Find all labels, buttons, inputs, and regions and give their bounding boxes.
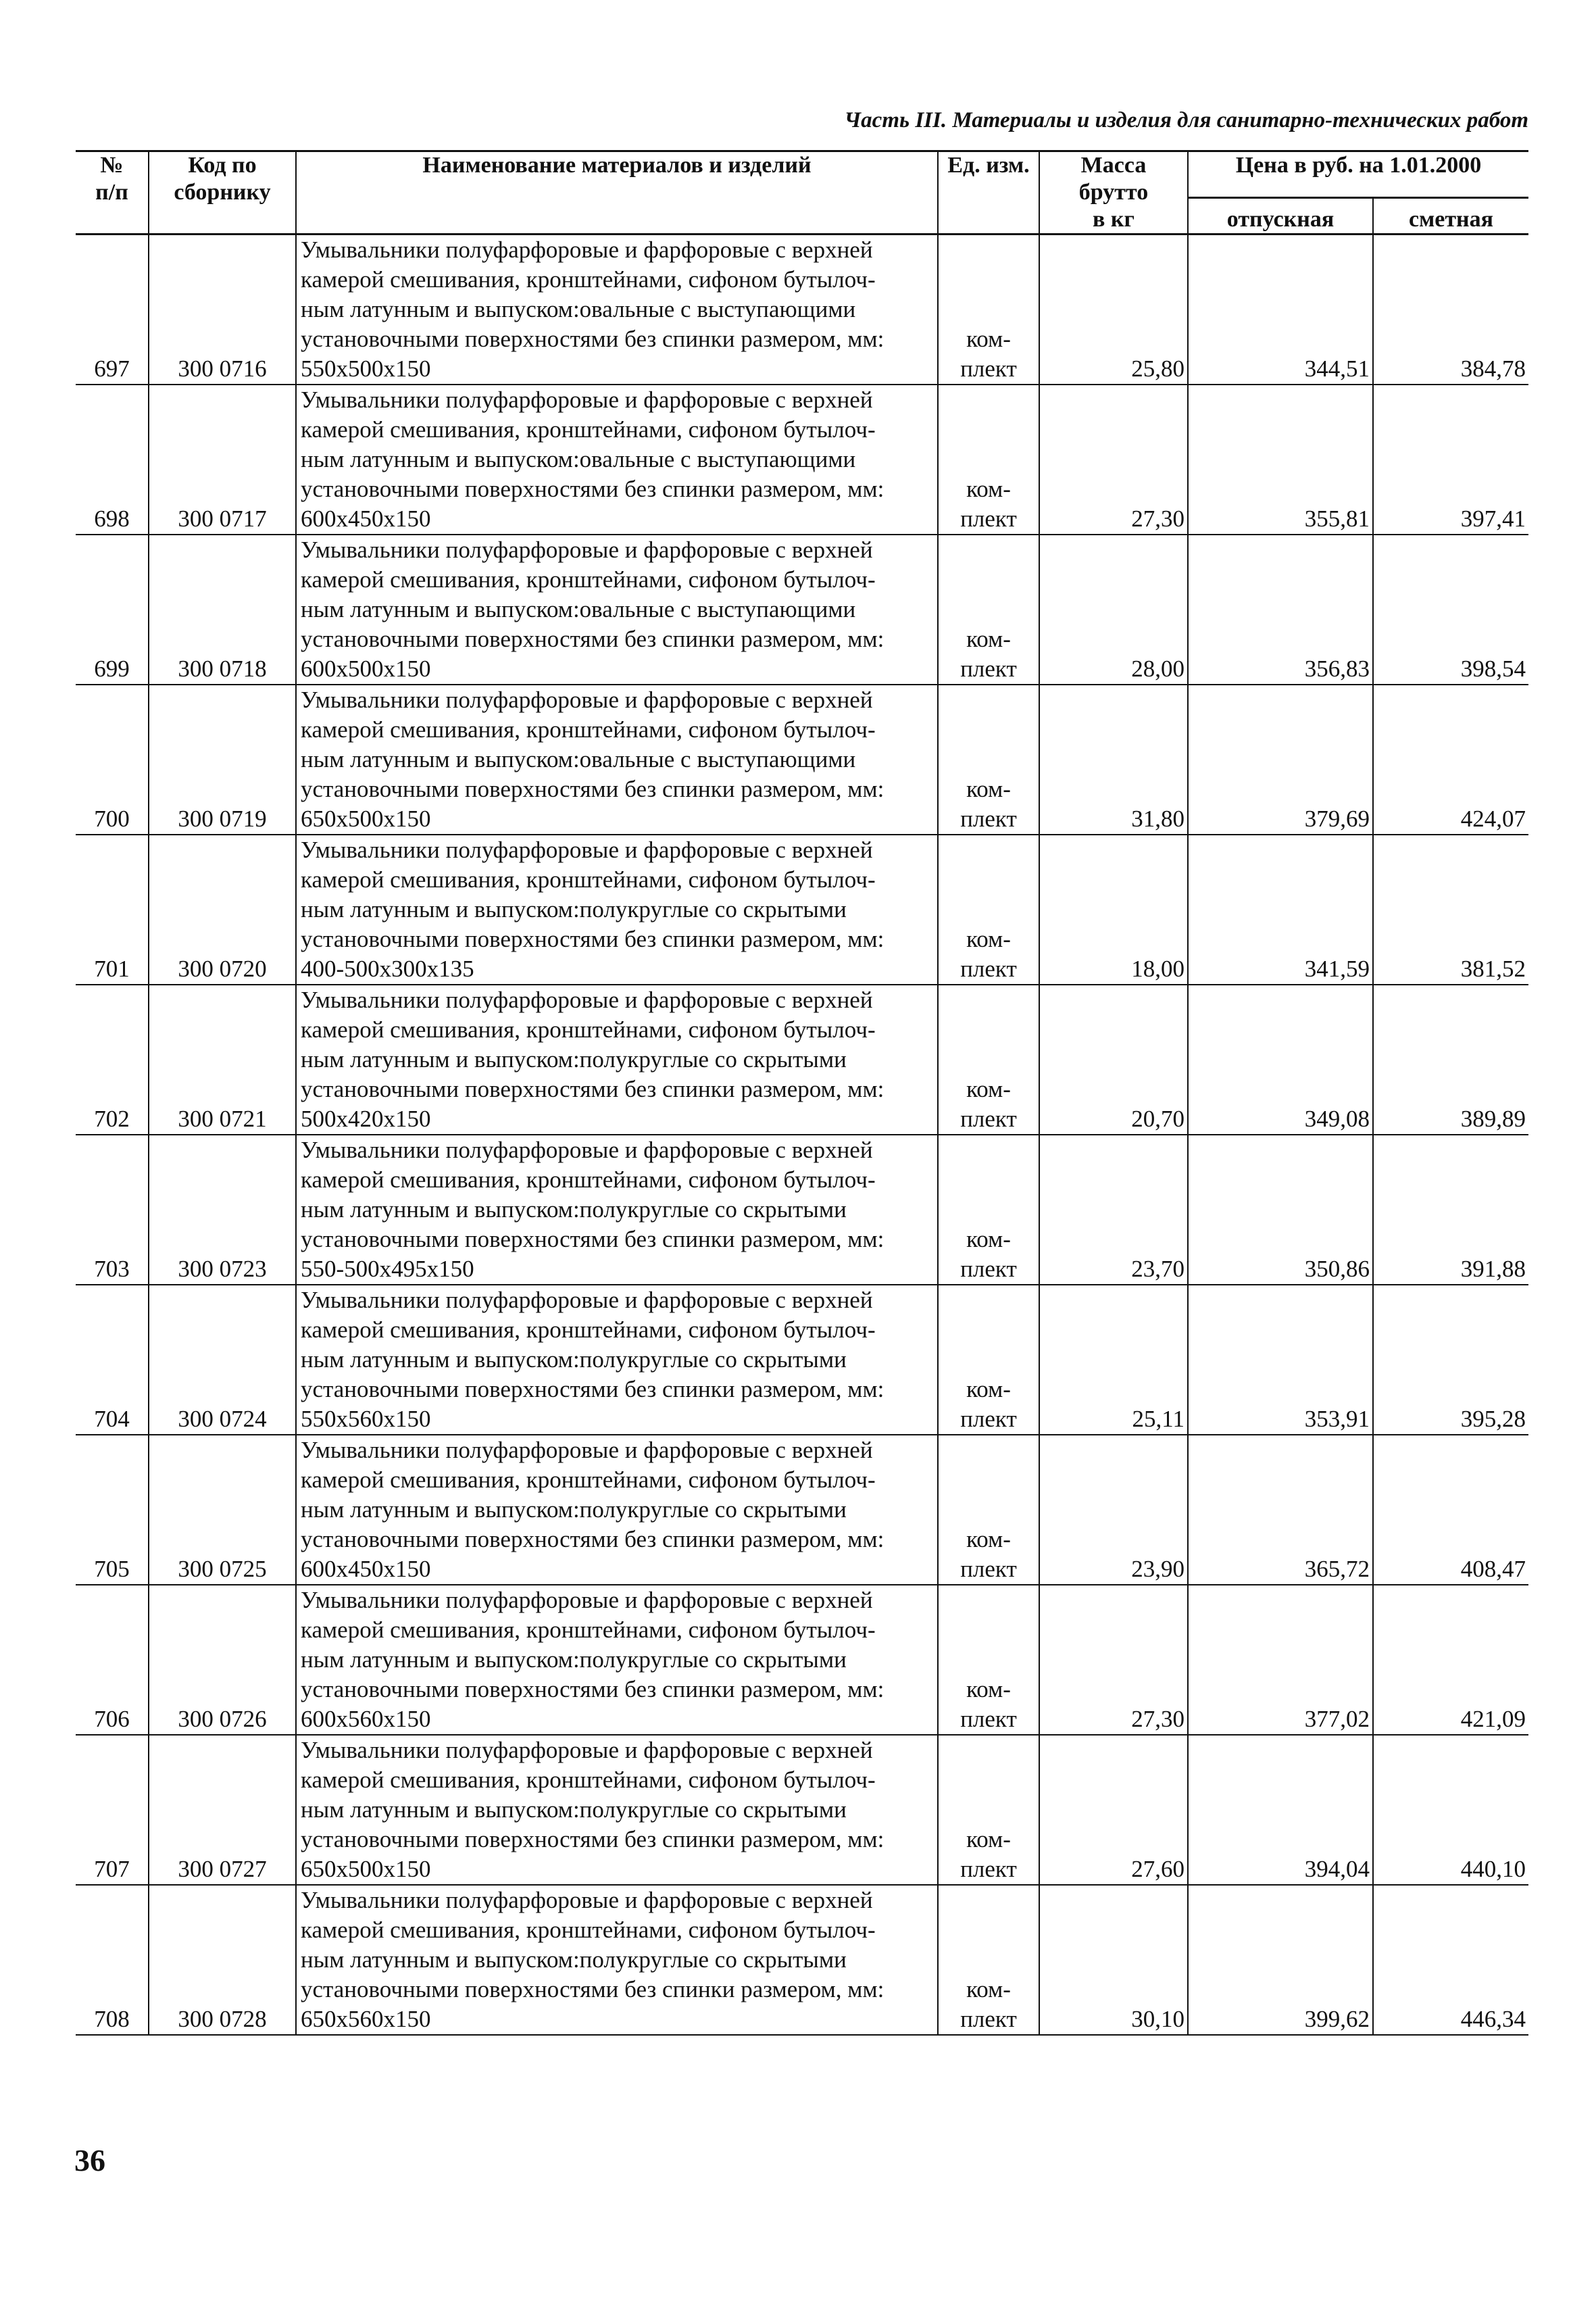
- row-unit: [938, 235, 1039, 385]
- row-price-release: 377,02: [1188, 1585, 1373, 1735]
- table-row: [76, 1885, 1528, 2035]
- row-unit-line: плект: [960, 1256, 1017, 1282]
- row-name-line: Умывальники полуфарфоровые и фарфоровые с верхней: [301, 1137, 873, 1163]
- row-unit-line: ком-: [966, 1976, 1011, 2002]
- row-unit-line: ком-: [966, 626, 1011, 652]
- table-row: [76, 1285, 1528, 1435]
- row-name: [296, 1285, 938, 1435]
- row-name-line: 550-500x495x150: [301, 1256, 474, 1282]
- row-unit-line: ком-: [966, 1076, 1011, 1102]
- row-name-line: Умывальники полуфарфоровые и фарфоровые с верхней: [301, 1287, 873, 1313]
- row-price-estimate: 424,07: [1373, 685, 1528, 835]
- row-unit-line: плект: [960, 806, 1017, 832]
- table-row: [76, 985, 1528, 1135]
- table-row: [76, 685, 1528, 835]
- row-name-line: 400-500x300x135: [301, 956, 474, 982]
- row-price-estimate: 395,28: [1373, 1285, 1528, 1435]
- row-name-line: Умывальники полуфарфоровые и фарфоровые с верхней: [301, 1437, 873, 1463]
- row-name-line: 550x560x150: [301, 1406, 431, 1432]
- row-price-release: 344,51: [1188, 235, 1373, 385]
- row-unit: [938, 685, 1039, 835]
- row-mass: 30,10: [1039, 1885, 1188, 2035]
- row-mass: 20,70: [1039, 985, 1188, 1135]
- row-mass: 18,00: [1039, 835, 1188, 985]
- row-mass: 25,80: [1039, 235, 1188, 385]
- row-price-estimate: 446,34: [1373, 1885, 1528, 2035]
- row-price-release: 341,59: [1188, 835, 1373, 985]
- header-mass: [1039, 151, 1188, 235]
- row-name-line: Умывальники полуфарфоровые и фарфоровые с верхней: [301, 1887, 873, 1913]
- running-head: Часть III. Материалы и изделия для санитарно-технических работ: [844, 108, 1528, 132]
- row-number: 699: [76, 535, 149, 685]
- row-name-line: установочными поверхностями без спинки размером, мм:: [301, 476, 884, 502]
- row-name-line: ным латунным и выпуском:полукруглые со скрытыми: [301, 1796, 847, 1823]
- row-name-line: камерой смешивания, кронштейнами, сифоном бутылоч-: [301, 266, 876, 293]
- row-name-line: камерой смешивания, кронштейнами, сифоном бутылоч-: [301, 866, 876, 893]
- header-unit: Ед. изм.: [938, 151, 1039, 235]
- row-price-release: 394,04: [1188, 1735, 1373, 1885]
- row-unit-line: плект: [960, 1706, 1017, 1732]
- row-name-line: Умывальники полуфарфоровые и фарфоровые с верхней: [301, 1587, 873, 1613]
- table-row: [76, 1585, 1528, 1735]
- row-price-estimate: 421,09: [1373, 1585, 1528, 1735]
- row-name-line: 600x560x150: [301, 1706, 431, 1732]
- row-name-line: ным латунным и выпуском:полукруглые со скрытыми: [301, 1346, 847, 1373]
- row-name-line: 600x450x150: [301, 506, 431, 532]
- row-name-line: камерой смешивания, кронштейнами, сифоном бутылоч-: [301, 1467, 876, 1493]
- row-unit-line: ком-: [966, 326, 1011, 352]
- row-mass: 23,90: [1039, 1435, 1188, 1585]
- row-name-line: Умывальники полуфарфоровые и фарфоровые с верхней: [301, 1737, 873, 1763]
- row-unit-line: плект: [960, 1856, 1017, 1882]
- row-name-line: ным латунным и выпуском:полукруглые со скрытыми: [301, 1196, 847, 1223]
- page-number: 36: [74, 2143, 105, 2177]
- header-mass-line-3: в кг: [1093, 207, 1134, 232]
- row-price-release: 356,83: [1188, 535, 1373, 685]
- row-unit: [938, 1735, 1039, 1885]
- row-name-line: ным латунным и выпуском:овальные с выступающими: [301, 446, 856, 472]
- row-unit-line: плект: [960, 1406, 1017, 1432]
- row-name-line: ным латунным и выпуском:полукруглые со скрытыми: [301, 1646, 847, 1673]
- row-unit-line: плект: [960, 1556, 1017, 1582]
- row-code: 300 0727: [149, 1735, 296, 1885]
- row-name: [296, 685, 938, 835]
- row-name-line: камерой смешивания, кронштейнами, сифоном бутылоч-: [301, 1767, 876, 1793]
- row-unit-line: ком-: [966, 1376, 1011, 1402]
- row-name-line: камерой смешивания, кронштейнами, сифоном бутылоч-: [301, 1617, 876, 1643]
- row-mass: 28,00: [1039, 535, 1188, 685]
- row-price-release: 350,86: [1188, 1135, 1373, 1285]
- row-name-line: камерой смешивания, кронштейнами, сифоном бутылоч-: [301, 416, 876, 443]
- row-unit: [938, 1585, 1039, 1735]
- row-name-line: ным латунным и выпуском:овальные с выступающими: [301, 746, 856, 772]
- header-no-line-1: №: [100, 153, 124, 178]
- row-name-line: установочными поверхностями без спинки размером, мм:: [301, 926, 884, 952]
- row-name-line: установочными поверхностями без спинки размером, мм:: [301, 1976, 884, 2002]
- row-number: 697: [76, 235, 149, 385]
- row-unit-line: плект: [960, 656, 1017, 682]
- row-number: 707: [76, 1735, 149, 1885]
- row-unit-line: ком-: [966, 926, 1011, 952]
- row-unit-line: плект: [960, 506, 1017, 532]
- row-code: 300 0728: [149, 1885, 296, 2035]
- row-name-line: 650x500x150: [301, 1856, 431, 1882]
- row-price-estimate: 408,47: [1373, 1435, 1528, 1585]
- row-mass: 31,80: [1039, 685, 1188, 835]
- row-price-release: 399,62: [1188, 1885, 1373, 2035]
- price-table: [76, 150, 1528, 2036]
- row-name: [296, 1135, 938, 1285]
- row-code: 300 0716: [149, 235, 296, 385]
- row-unit-line: плект: [960, 956, 1017, 982]
- row-name-line: 500x420x150: [301, 1106, 431, 1132]
- row-name-line: 600x500x150: [301, 656, 431, 682]
- row-mass: 25,11: [1039, 1285, 1188, 1435]
- row-unit-line: ком-: [966, 1676, 1011, 1702]
- table-row: [76, 1735, 1528, 1885]
- table-row: [76, 385, 1528, 535]
- row-name: [296, 835, 938, 985]
- row-name-line: установочными поверхностями без спинки размером, мм:: [301, 326, 884, 352]
- row-name-line: установочными поверхностями без спинки размером, мм:: [301, 776, 884, 802]
- header-mass-line-2: брутто: [1078, 180, 1149, 205]
- row-name-line: установочными поверхностями без спинки размером, мм:: [301, 1676, 884, 1702]
- row-name: [296, 535, 938, 685]
- row-name-line: Умывальники полуфарфоровые и фарфоровые с верхней: [301, 537, 873, 563]
- row-unit: [938, 835, 1039, 985]
- row-code: 300 0724: [149, 1285, 296, 1435]
- row-price-release: 349,08: [1188, 985, 1373, 1135]
- header-code: [149, 151, 296, 235]
- row-price-estimate: 391,88: [1373, 1135, 1528, 1285]
- row-number: 701: [76, 835, 149, 985]
- header-code-line-2: сборнику: [174, 180, 271, 205]
- row-name-line: установочными поверхностями без спинки размером, мм:: [301, 1526, 884, 1552]
- row-name-line: установочными поверхностями без спинки размером, мм:: [301, 1376, 884, 1402]
- row-name-line: установочными поверхностями без спинки размером, мм:: [301, 626, 884, 652]
- row-code: 300 0717: [149, 385, 296, 535]
- row-name-line: установочными поверхностями без спинки размером, мм:: [301, 1826, 884, 1852]
- row-name-line: камерой смешивания, кронштейнами, сифоном бутылоч-: [301, 716, 876, 743]
- row-number: 702: [76, 985, 149, 1135]
- row-code: 300 0718: [149, 535, 296, 685]
- row-code: 300 0725: [149, 1435, 296, 1585]
- row-price-release: 355,81: [1188, 385, 1373, 535]
- row-name: [296, 1885, 938, 2035]
- row-name: [296, 235, 938, 385]
- header-price-group: Цена в руб. на 1.01.2000: [1188, 151, 1528, 198]
- row-unit-line: ком-: [966, 776, 1011, 802]
- row-name-line: 550x500x150: [301, 355, 431, 382]
- row-number: 705: [76, 1435, 149, 1585]
- row-mass: 27,30: [1039, 1585, 1188, 1735]
- row-price-release: 353,91: [1188, 1285, 1373, 1435]
- row-name-line: ным латунным и выпуском:полукруглые со скрытыми: [301, 896, 847, 922]
- header-name: Наименование материалов и изделий: [296, 151, 938, 235]
- row-name: [296, 1435, 938, 1585]
- table-row: [76, 235, 1528, 385]
- row-name-line: установочными поверхностями без спинки размером, мм:: [301, 1226, 884, 1252]
- row-unit: [938, 535, 1039, 685]
- row-number: 703: [76, 1135, 149, 1285]
- row-unit-line: ком-: [966, 1826, 1011, 1852]
- row-unit: [938, 1435, 1039, 1585]
- row-code: 300 0723: [149, 1135, 296, 1285]
- row-unit-line: плект: [960, 2006, 1017, 2032]
- row-price-estimate: 381,52: [1373, 835, 1528, 985]
- row-mass: 27,30: [1039, 385, 1188, 535]
- row-name-line: камерой смешивания, кронштейнами, сифоном бутылоч-: [301, 1316, 876, 1343]
- row-code: 300 0720: [149, 835, 296, 985]
- row-number: 706: [76, 1585, 149, 1735]
- row-name-line: Умывальники полуфарфоровые и фарфоровые с верхней: [301, 387, 873, 413]
- row-name-line: 650x560x150: [301, 2006, 431, 2032]
- row-unit-line: плект: [960, 1106, 1017, 1132]
- row-price-estimate: 440,10: [1373, 1735, 1528, 1885]
- row-name-line: ным латунным и выпуском:овальные с выступающими: [301, 596, 856, 622]
- row-name: [296, 1585, 938, 1735]
- row-name: [296, 385, 938, 535]
- row-price-estimate: 389,89: [1373, 985, 1528, 1135]
- row-name-line: камерой смешивания, кронштейнами, сифоном бутылоч-: [301, 1166, 876, 1193]
- row-name-line: 600x450x150: [301, 1556, 431, 1582]
- table-row: [76, 1135, 1528, 1285]
- header-price-release: отпускная: [1188, 198, 1373, 235]
- row-mass: 23,70: [1039, 1135, 1188, 1285]
- row-unit: [938, 1285, 1039, 1435]
- row-price-estimate: 384,78: [1373, 235, 1528, 385]
- row-name: [296, 1735, 938, 1885]
- row-name-line: установочными поверхностями без спинки размером, мм:: [301, 1076, 884, 1102]
- row-name-line: ным латунным и выпуском:овальные с выступающими: [301, 296, 856, 322]
- row-unit-line: ком-: [966, 1526, 1011, 1552]
- row-unit: [938, 985, 1039, 1135]
- header-mass-line-1: Масса: [1080, 153, 1147, 178]
- row-number: 704: [76, 1285, 149, 1435]
- row-unit-line: ком-: [966, 1226, 1011, 1252]
- table-row: [76, 535, 1528, 685]
- header-code-line-1: Код по: [188, 153, 257, 178]
- row-name-line: камерой смешивания, кронштейнами, сифоном бутылоч-: [301, 566, 876, 593]
- row-number: 698: [76, 385, 149, 535]
- row-unit-line: ком-: [966, 476, 1011, 502]
- row-name-line: Умывальники полуфарфоровые и фарфоровые с верхней: [301, 687, 873, 713]
- row-name-line: ным латунным и выпуском:полукруглые со скрытыми: [301, 1946, 847, 1973]
- row-price-release: 365,72: [1188, 1435, 1373, 1585]
- row-number: 708: [76, 1885, 149, 2035]
- table-body: [76, 235, 1528, 2036]
- row-number: 700: [76, 685, 149, 835]
- row-price-release: 379,69: [1188, 685, 1373, 835]
- row-price-estimate: 398,54: [1373, 535, 1528, 685]
- row-name-line: Умывальники полуфарфоровые и фарфоровые с верхней: [301, 237, 873, 263]
- row-name-line: ным латунным и выпуском:полукруглые со скрытыми: [301, 1046, 847, 1073]
- row-name-line: камерой смешивания, кронштейнами, сифоном бутылоч-: [301, 1917, 876, 1943]
- row-code: 300 0726: [149, 1585, 296, 1735]
- row-name-line: Умывальники полуфарфоровые и фарфоровые с верхней: [301, 987, 873, 1013]
- row-code: 300 0719: [149, 685, 296, 835]
- table-row: [76, 1435, 1528, 1585]
- header-no: [76, 151, 149, 235]
- row-unit: [938, 385, 1039, 535]
- row-unit-line: плект: [960, 355, 1017, 382]
- row-name: [296, 985, 938, 1135]
- row-name-line: камерой смешивания, кронштейнами, сифоном бутылоч-: [301, 1016, 876, 1043]
- row-code: 300 0721: [149, 985, 296, 1135]
- row-name-line: ным латунным и выпуском:полукруглые со скрытыми: [301, 1496, 847, 1523]
- row-unit: [938, 1885, 1039, 2035]
- row-price-estimate: 397,41: [1373, 385, 1528, 535]
- row-mass: 27,60: [1039, 1735, 1188, 1885]
- row-name-line: 650x500x150: [301, 806, 431, 832]
- table-row: [76, 835, 1528, 985]
- row-name-line: Умывальники полуфарфоровые и фарфоровые с верхней: [301, 837, 873, 863]
- header-no-line-2: п/п: [95, 180, 128, 205]
- row-unit: [938, 1135, 1039, 1285]
- header-price-estimate: сметная: [1373, 198, 1528, 235]
